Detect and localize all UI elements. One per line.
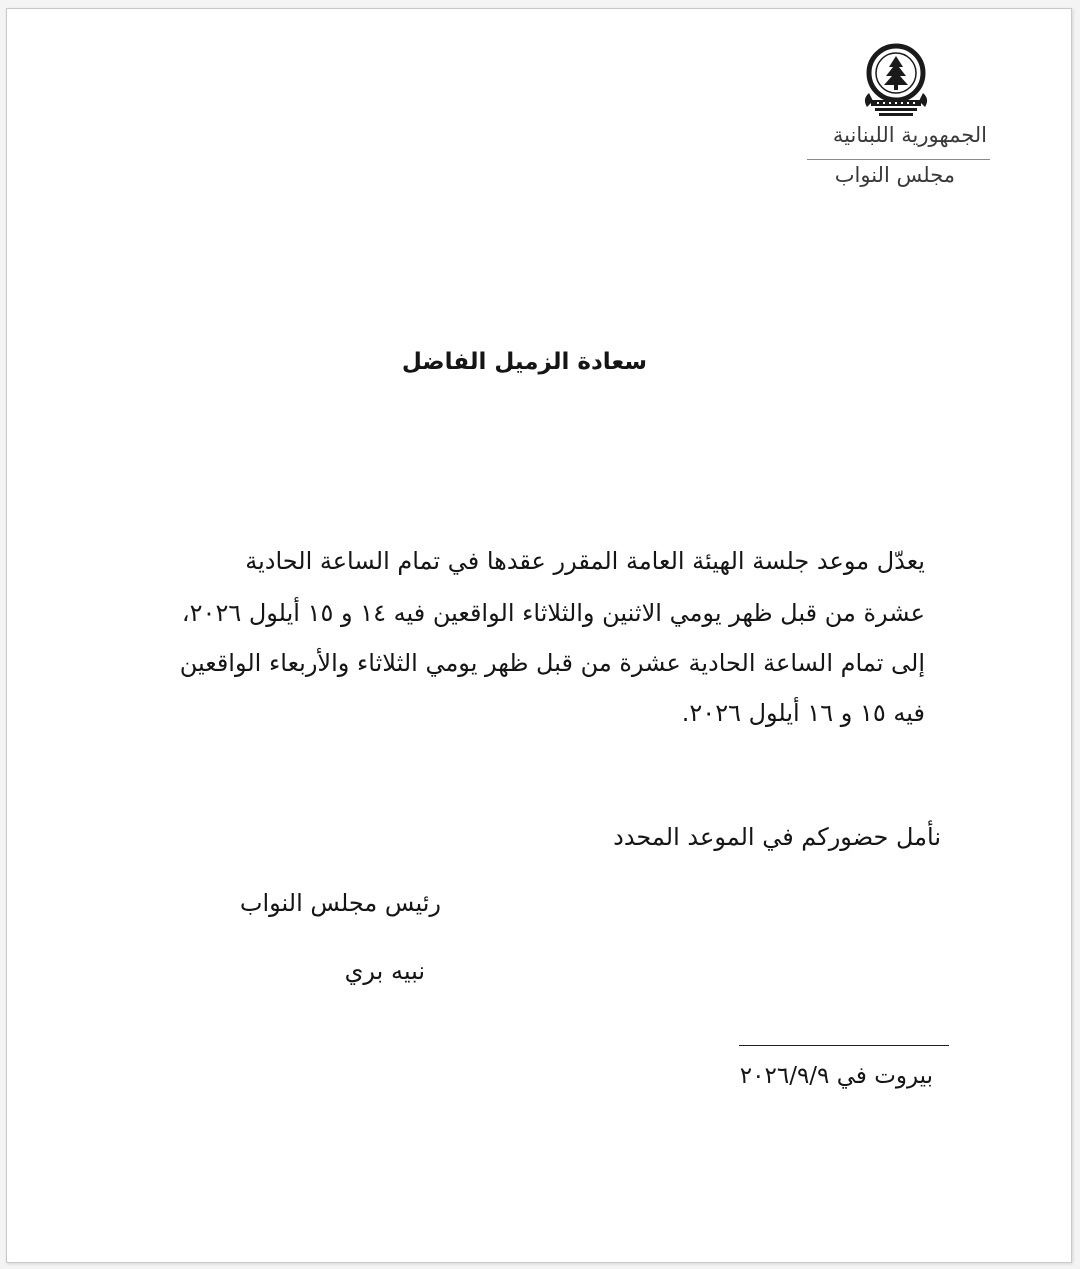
lebanese-cedar-seal-icon: [857, 39, 935, 119]
body-line-1: يعدّل موعد جلسة الهيئة العامة المقرر عقدها في تمام الساعة الحادية: [245, 547, 925, 575]
letterhead-divider: [807, 159, 990, 160]
body-line-4: فيه ١٥ و ١٦ أيلول ٢٠٢٦.: [681, 699, 925, 727]
letter-page: [6, 8, 1072, 1263]
letterhead-country: الجمهورية اللبنانية: [832, 123, 987, 147]
date-divider: [739, 1045, 949, 1046]
closing-line: نأمل حضوركم في الموعد المحدد: [613, 823, 941, 851]
salutation: سعادة الزميل الفاضل: [401, 349, 647, 375]
body-line-3: إلى تمام الساعة الحادية عشرة من قبل ظهر يومي الثلاثاء والأربعاء الواقعين: [179, 649, 925, 677]
date-line: بيروت في ٢٠٢٦/٩/٩: [739, 1063, 933, 1089]
signer-title: رئيس مجلس النواب: [239, 889, 441, 917]
letterhead-institution: مجلس النواب: [834, 163, 955, 187]
body-line-2: عشرة من قبل ظهر يومي الاثنين والثلاثاء الواقعين فيه ١٤ و ١٥ أيلول ٢٠٢٦،: [181, 599, 925, 627]
signer-name: نبيه بري: [344, 957, 425, 985]
